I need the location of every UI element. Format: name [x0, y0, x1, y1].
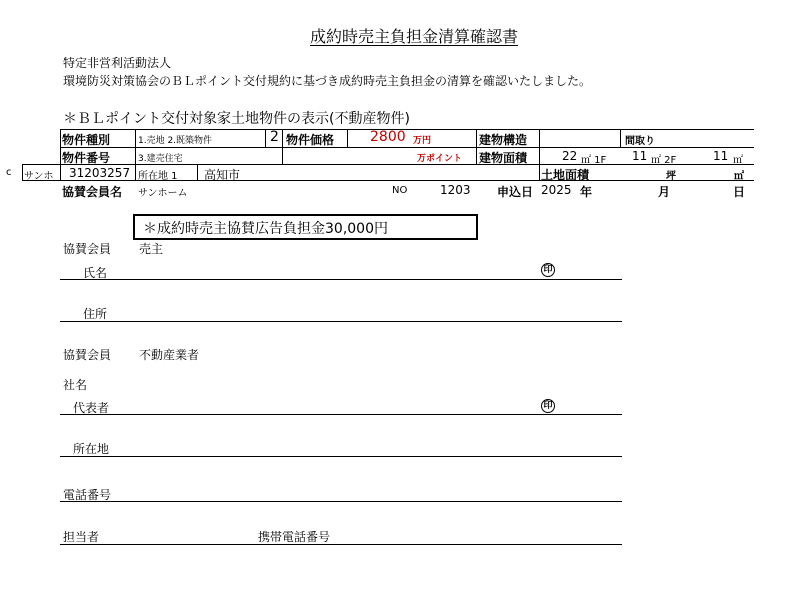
member-no-label: NO — [392, 185, 408, 196]
agent-role: 不動産業者 — [139, 348, 200, 362]
agent-seal-mark: 印 — [541, 399, 555, 413]
seller-address-underline — [60, 321, 622, 322]
property-type-value[interactable]: 2 — [270, 129, 279, 145]
seller-address-label: 住所 — [83, 307, 108, 321]
agent-location-label: 所在地 — [73, 442, 110, 456]
points-unit: 万ポイント — [417, 154, 463, 164]
member-name-label: 協賛会員名 — [62, 185, 123, 199]
table-rule — [347, 129, 348, 147]
floor-area-label: 建物面積 — [479, 151, 528, 165]
table-rule — [22, 164, 754, 165]
table-rule — [197, 164, 198, 180]
org-name: 特定非営利活動法人 — [63, 56, 172, 70]
property-number-label: 物件番号 — [62, 151, 111, 165]
property-type-option-3: 3.建売住宅 — [138, 154, 183, 164]
member-name-value[interactable]: サンホーム — [138, 188, 188, 199]
agent-company-label: 社名 — [63, 378, 88, 392]
table-rule — [620, 129, 621, 147]
table-rule — [265, 129, 266, 147]
agent-representative-underline — [60, 414, 622, 415]
apply-date-label: 申込日 — [497, 185, 534, 199]
floor1-area-unit: ㎡ 1F — [581, 155, 607, 166]
property-number-prefix: サンホ — [24, 171, 54, 182]
table-border-top — [60, 129, 754, 130]
property-type-options: 1.売地 2.既築物件 — [138, 136, 213, 146]
agent-phone-label: 電話番号 — [63, 488, 112, 502]
property-price-label: 物件価格 — [286, 133, 335, 147]
agent-staff-underline — [60, 544, 622, 545]
floor1-area-value[interactable]: 22 — [562, 149, 578, 163]
floor2-area-value[interactable]: 11 — [632, 149, 648, 163]
table-rule — [60, 147, 754, 148]
seller-member-label: 協賛会員 — [63, 242, 112, 256]
agent-staff-label: 担当者 — [63, 530, 100, 544]
property-price-value[interactable]: 2800 — [370, 129, 406, 145]
document-title: 成約時売主負担金清算確認書 — [310, 27, 519, 46]
land-sqm-unit: ㎡ — [734, 171, 744, 182]
building-structure-label: 建物構造 — [479, 133, 528, 147]
price-unit: 万円 — [413, 136, 432, 146]
table-rule — [135, 129, 136, 180]
section-heading: ＊ＢＬポイント交付対象家土地物件の表示(不動産物件) — [63, 111, 410, 127]
table-rule — [476, 129, 477, 164]
table-rule — [22, 180, 754, 181]
total-area-unit: ㎡ — [733, 155, 743, 166]
table-rule — [22, 164, 23, 180]
agent-mobile-label: 携帯電話番号 — [258, 530, 331, 544]
location-value[interactable]: 高知市 — [204, 168, 241, 182]
floor2-area-unit: ㎡ 2F — [651, 155, 677, 166]
burden-amount-text: ＊成約時売主協賛広告負担金30,000円 — [143, 221, 388, 237]
table-rule — [539, 129, 540, 180]
seller-role: 売主 — [139, 242, 164, 256]
intro-text: 環境防災対策協会のＢＬポイント交付規約に基づき成約時売主負担金の清算を確認いたしました。 — [63, 74, 592, 88]
agent-member-label: 協賛会員 — [63, 348, 112, 362]
room-layout-label: 間取り — [625, 136, 655, 147]
seller-seal-mark: 印 — [541, 263, 555, 277]
seller-name-underline — [60, 279, 622, 280]
land-area-label: 土地面積 — [541, 168, 590, 182]
member-no-value[interactable]: 1203 — [440, 183, 471, 197]
table-rule — [282, 129, 283, 164]
property-type-label: 物件種別 — [62, 133, 111, 147]
seller-name-label: 氏名 — [83, 266, 108, 280]
agent-representative-label: 代表者 — [73, 401, 110, 415]
property-number-value[interactable]: 31203257 — [69, 166, 131, 180]
burden-amount-box — [133, 214, 478, 240]
row-marker: c — [6, 167, 12, 178]
day-unit: 日 — [733, 185, 746, 199]
month-unit: 月 — [658, 185, 671, 199]
agent-location-underline — [60, 456, 622, 457]
apply-year-value[interactable]: 2025 — [541, 183, 572, 197]
tsubo-unit: 坪 — [666, 171, 676, 182]
total-area-value[interactable]: 11 — [713, 149, 729, 163]
location-label: 所在地 1 — [138, 171, 178, 182]
year-unit: 年 — [580, 185, 593, 199]
agent-phone-underline — [60, 501, 622, 502]
